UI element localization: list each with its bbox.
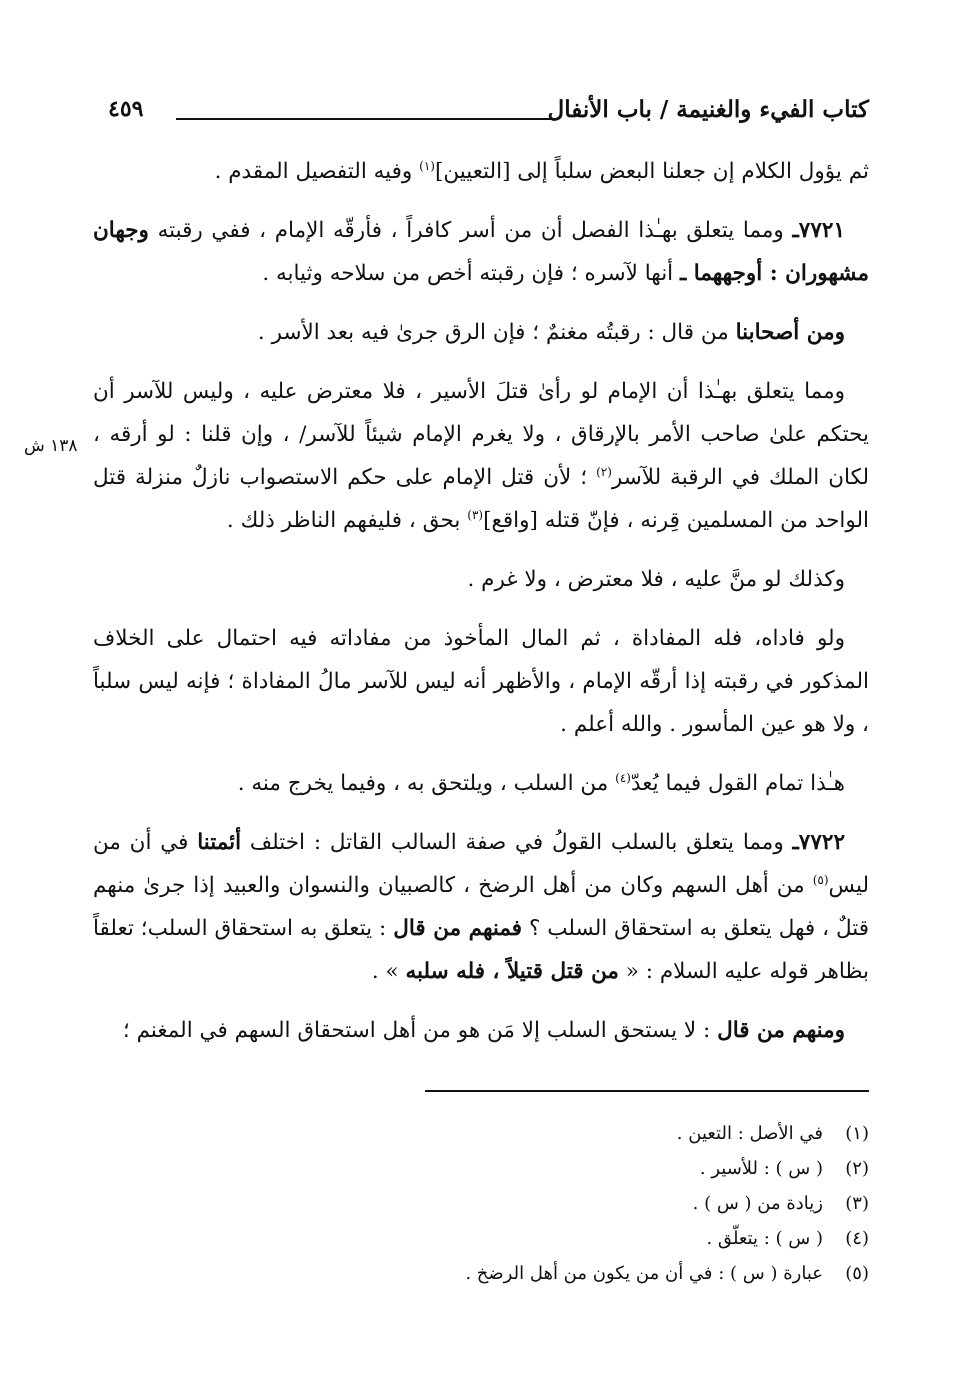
text: ثم يؤول الكلام إن جعلنا البعض سلباً إلى [التعيين] [434,159,869,184]
footnote-number: (١) [845,1123,869,1144]
footnote-ref-5: (٥) [812,872,829,887]
footnote-ref-3: (٣) [467,507,484,522]
bold-text: فمنهم من قال [393,916,523,941]
text: من السلب ، ويلتحق به ، وفيما يخرج منه . [237,771,616,796]
text: هـٰذا تمام القول فيما يُعدّ [630,771,845,796]
text: وفيه التفصيل المقدم . [214,159,420,184]
text: وكذلك لو منَّ عليه ، فلا معترض ، ولا غرم . [467,567,845,592]
text: في أن من ليس [93,830,869,898]
text: ؛ لأن قتل الإمام على حكم الاستصواب نازلٌ منزلة قتل الواحد من المسلمين قِرنه ، فإنّ قتله [واقع] [93,465,869,533]
text: بحق ، فليفهم الناظر ذلك . [226,508,468,533]
bold-text: ومن أصحابنا [735,320,845,345]
paragraph-4 [93,370,869,542]
footnote-text: ( س ) : للأسير . [699,1158,823,1179]
footnote-1 [93,1116,869,1151]
paragraph-3 [93,311,869,354]
footnote-3 [93,1186,869,1221]
text: أنها لآسره ؛ فإن رقبته أخص من سلاحه وثيابه . [262,261,680,286]
footnote-number: (٥) [845,1263,869,1284]
text: : يتعلق به استحقاق السلب؛ تعلقاً بظاهر قوله عليه السلام : « [93,916,869,984]
text: من أهل السهم وكان من أهل الرضخ ، كالصبيان والنسوان والعبيد إذا جرىٰ منهم قتلٌ ، فهل يتعلق به استحقاق السلب ؟ [93,873,869,941]
footnote-number: (٣) [845,1193,869,1214]
main-text [93,150,869,1052]
page-number: ٤٥٩ [108,96,144,122]
bold-text: أئمتنا [197,830,242,855]
footnote-text: عبارة ( س ) : في أن من يكون من أهل الرضخ . [465,1263,823,1284]
paragraph-6 [93,617,869,746]
footnote-4 [93,1221,869,1256]
paragraph-5 [93,558,869,601]
section-number: ٧٧٢١ـ [792,218,845,243]
text: ومما يتعلق بهـٰذا الفصل أن من أسر كافراً ، فأرقّه الإمام ، ففي رقبته [148,218,793,243]
footnotes [93,1116,869,1291]
footnote-ref-1: (١) [419,158,435,173]
footnote-5 [93,1256,869,1291]
bold-text: وجهان مشهوران : أوجههما ـ [93,218,869,286]
bold-text: ومنهم من قال [717,1018,845,1043]
footnote-2 [93,1151,869,1186]
paragraph-7722 [93,821,869,993]
text: ومما يتعلق بهـٰذا أن الإمام لو رأىٰ قتلَ الأسير ، فلا معترض عليه ، وليس للآسر أن يحتكم علىٰ صاحب الأمر بالإرقاق ، ولا يغرم الإمام شيئاً للآسر/ ، وإن قلنا : لو أرقه ، لكان الملك في الرقبة للآسر [93,379,869,490]
paragraph-9 [93,1009,869,1052]
text: ولو فاداه، فله المفاداة ، ثم المال المأخوذ من مفاداته فيه احتمال على الخلاف المذكور في رقبته إذا أرقّه الإمام ، والأظهر أنه ليس للآسر مالُ المفاداة ؛ فإنه ليس سلباً ، ولا هو عين المأسور . والله أعلم . [93,626,869,737]
text: : لا يستحق السلب إلا مَن هو من أهل استحقاق السهم في المغنم ؛ [122,1018,718,1043]
text: ومما يتعلق بالسلب القولُ في صفة السالب القاتل : اختلف [241,830,793,855]
footnote-text: ( س ) : يتعلّق . [706,1228,823,1249]
footnote-number: (٤) [845,1228,869,1249]
header-rule [176,118,557,120]
hadith-quote: من قتل قتيلاً ، فله سلبه [405,959,619,984]
footnote-ref-2: (٢) [596,464,612,479]
header-title: كتاب الفيء والغنيمة / باب الأنفال [547,96,869,123]
footnote-text: في الأصل : التعين . [676,1123,823,1144]
footnote-number: (٢) [845,1158,869,1179]
section-number: ٧٧٢٢ـ [792,830,845,855]
margin-manuscript-note: ١٣٨ ش [24,436,78,456]
footnote-text: زيادة من ( س ) . [692,1193,823,1214]
text: » . [371,959,406,984]
paragraph-1 [93,150,869,193]
text: من قال : رقبتُه مغنمٌ ؛ فإن الرق جرىٰ فيه بعد الأسر . [257,320,736,345]
running-header [108,96,869,136]
footnote-separator [425,1090,869,1092]
paragraph-7 [93,762,869,805]
paragraph-7721 [93,209,869,295]
footnote-ref-4: (٤) [615,770,631,785]
